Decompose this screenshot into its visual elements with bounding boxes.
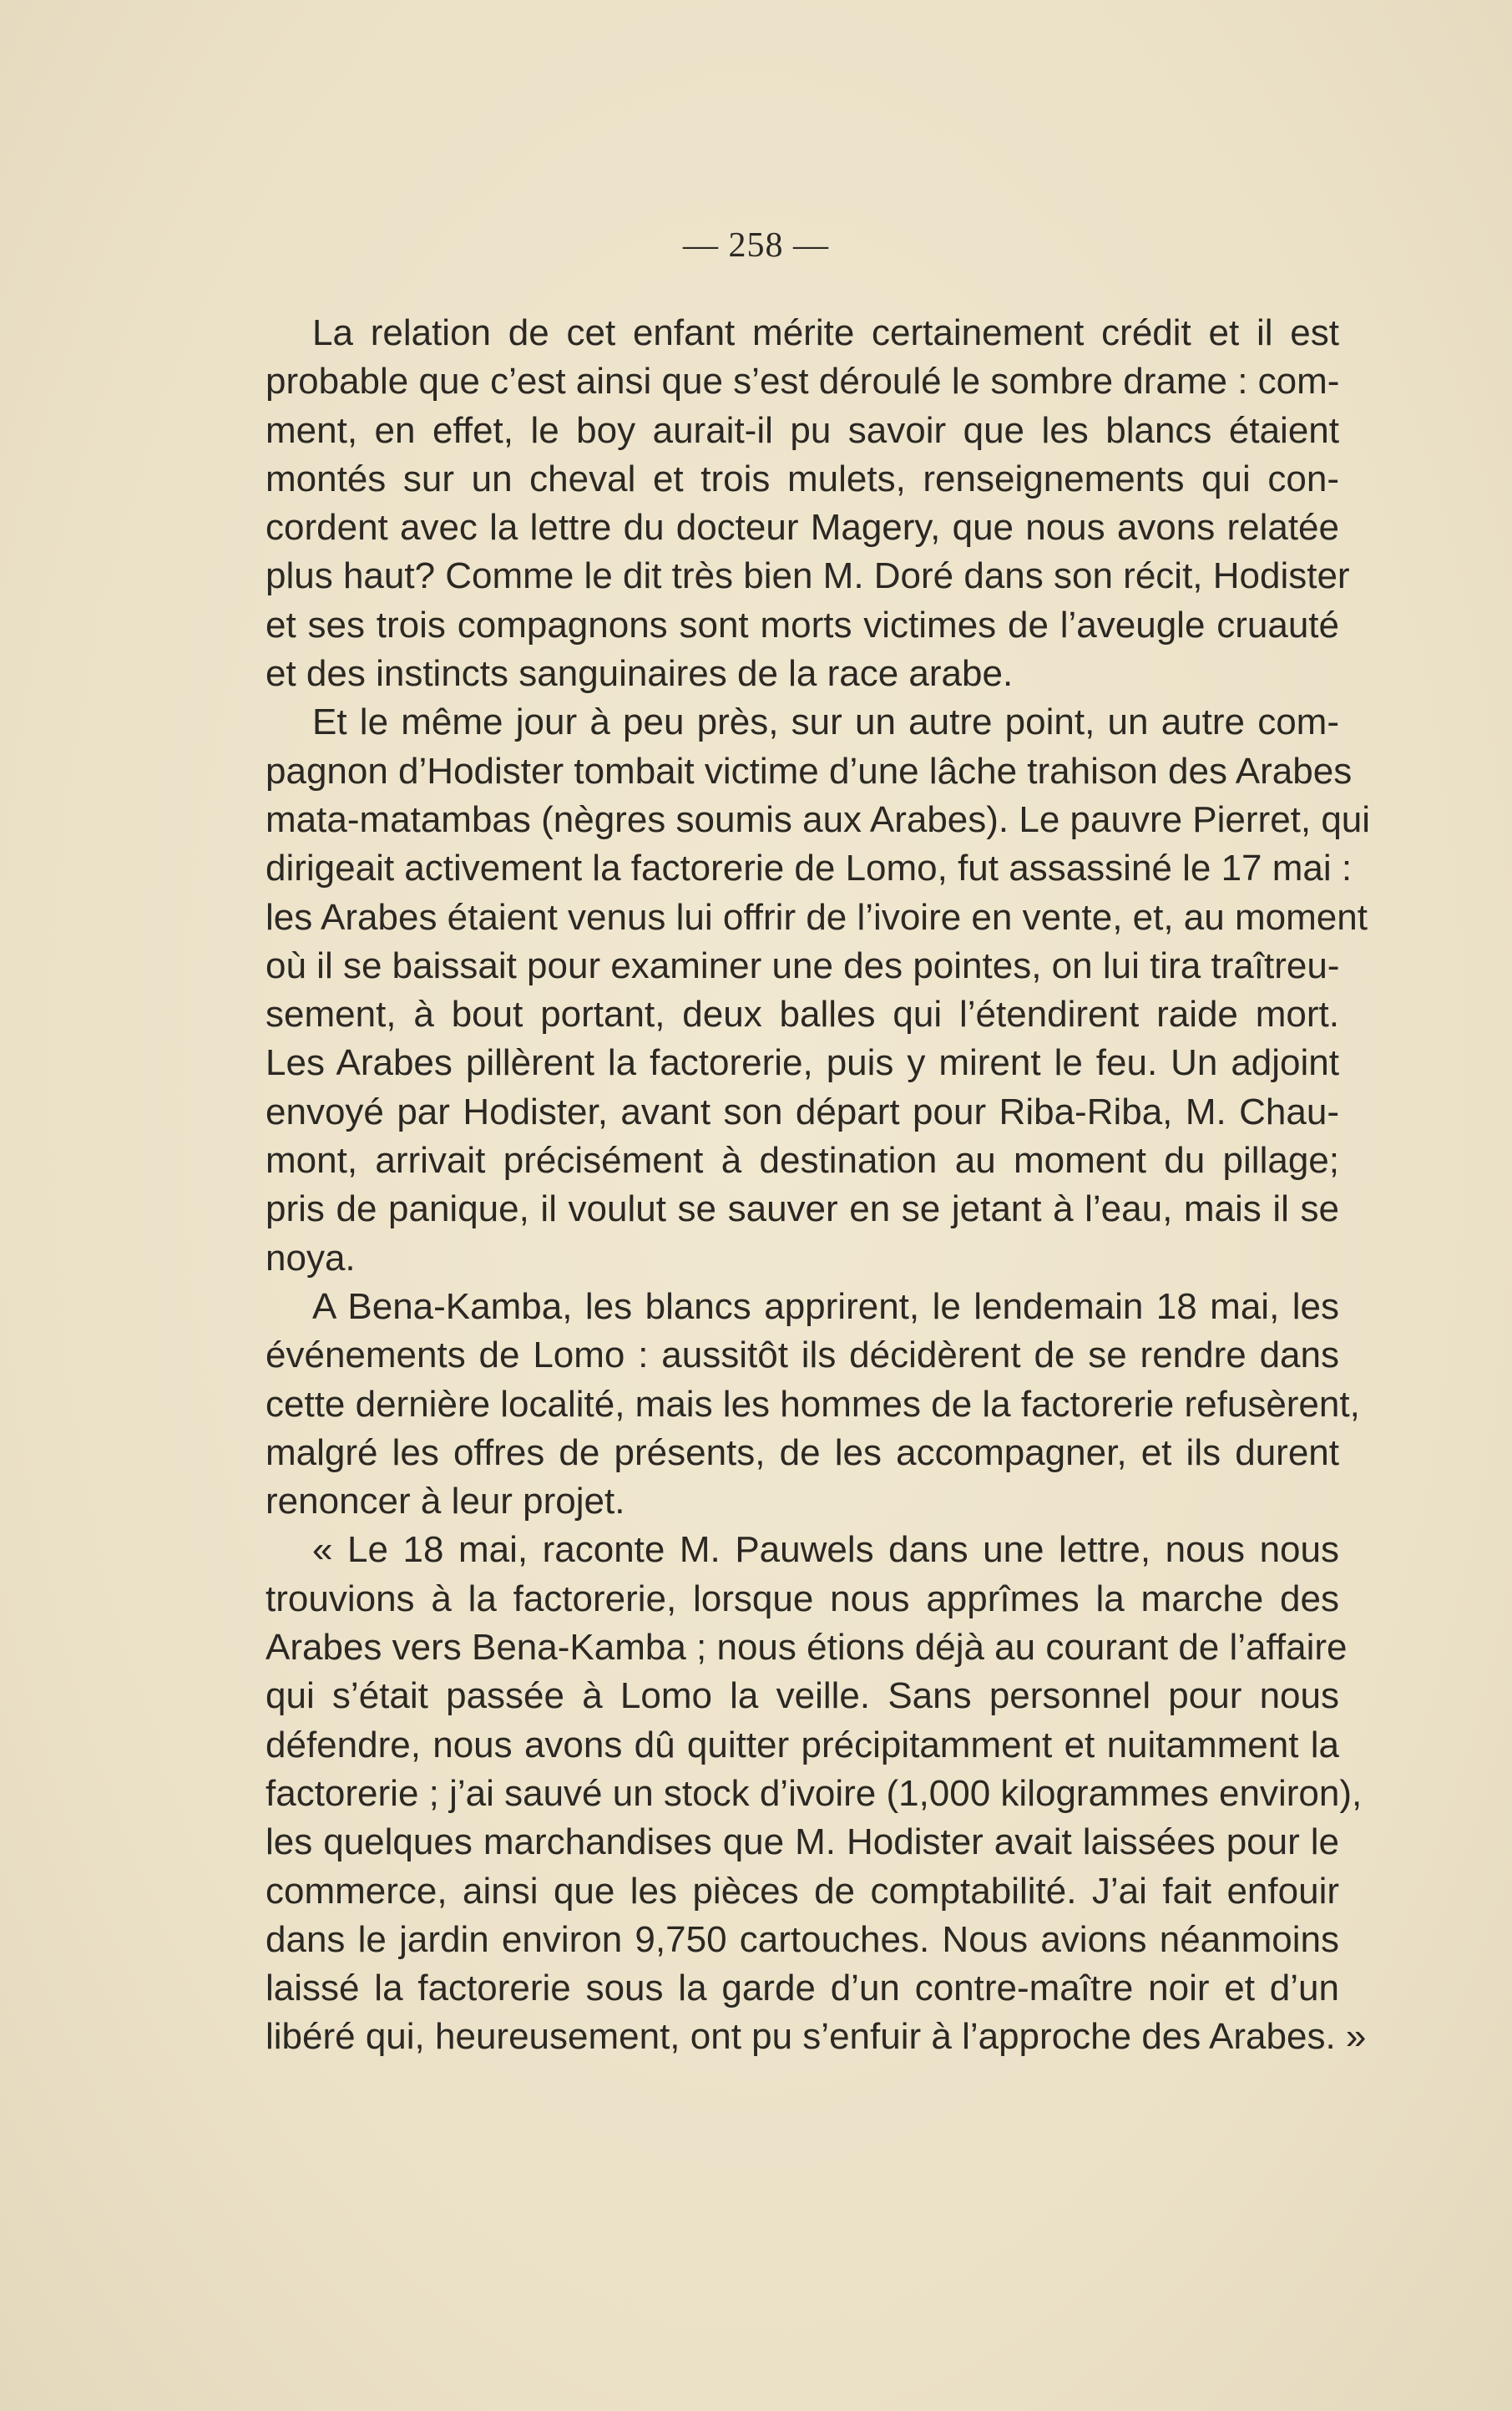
text-line: événements de Lomo : aussitôt ils décidèrent de se rendre dans (265, 1335, 1339, 1376)
text-line: trouvions à la factorerie, lorsque nous apprîmes la marche des (265, 1578, 1339, 1619)
text-line: commerce, ainsi que les pièces de comptabilité. J’ai fait enfouir (265, 1870, 1339, 1912)
text-line: sement, à bout portant, deux balles qui l’étendirent raide mort. (265, 994, 1339, 1036)
text-line: mont, arrivait précisément à destination au moment du pillage; (265, 1140, 1339, 1182)
text-line: factorerie ; j’ai sauvé un stock d’ivoire (1,000 kilogrammes environ), (265, 1772, 1363, 1814)
text-line: les Arabes étaient venus lui offrir de l’ivoire en vente, et, au moment (265, 896, 1368, 938)
text-line: dans le jardin environ 9,750 cartouches. Nous avions néanmoins (265, 1918, 1339, 1960)
body-text (265, 309, 1371, 2062)
text-line: cordent avec la lettre du docteur Magery, que nous avons relatée (265, 507, 1339, 549)
text-line: noya. (265, 1237, 356, 1279)
text-line: et ses trois compagnons sont morts victimes de l’aveugle cruauté (265, 604, 1339, 646)
text-line: qui s’était passée à Lomo la veille. Sans personnel pour nous (265, 1675, 1339, 1717)
text-line: A Bena-Kamba, les blancs apprirent, le lendemain 18 mai, les (312, 1285, 1339, 1327)
paragraph-2 (265, 698, 1371, 1283)
paragraph-3 (265, 1283, 1360, 1526)
text-line: malgré les offres de présents, de les accompagner, et ils durent (265, 1431, 1339, 1473)
page-number: — 258 — (683, 226, 829, 265)
paragraph-1 (265, 309, 1350, 698)
paragraph-4 (265, 1526, 1367, 2061)
text-line: dirigeait activement la factorerie de Lomo, fut assassiné le 17 mai : (265, 848, 1353, 889)
text-line: renoncer à leur projet. (265, 1481, 625, 1522)
text-line: envoyé par Hodister, avant son départ pour Riba-Riba, M. Chau- (265, 1091, 1339, 1132)
text-line: mata-matambas (nègres soumis aux Arabes). Le pauvre Pierret, qui (265, 798, 1371, 840)
text-line: ment, en effet, le boy aurait-il pu savoir que les blancs étaient (265, 409, 1339, 451)
text-line: où il se baissait pour examiner une des pointes, on lui tira traîtreu- (265, 945, 1340, 986)
text-line: cette dernière localité, mais les hommes de la factorerie refusèrent, (265, 1383, 1360, 1425)
text-line: La relation de cet enfant mérite certainement crédit et il est (312, 312, 1339, 353)
text-line: Les Arabes pillèrent la factorerie, puis y mirent le feu. Un adjoint (265, 1042, 1339, 1084)
text-line: montés sur un cheval et trois mulets, renseignements qui con- (265, 458, 1339, 499)
text-line: plus haut? Comme le dit très bien M. Doré dans son récit, Hodister (265, 555, 1350, 597)
text-line: pagnon d’Hodister tombait victime d’une lâche trahison des Arabes (265, 750, 1353, 792)
text-line: les quelques marchandises que M. Hodister avait laissées pour le (265, 1821, 1339, 1863)
text-line: Arabes vers Bena-Kamba ; nous étions déjà au courant de l’affaire (265, 1627, 1348, 1669)
text-line: libéré qui, heureusement, ont pu s’enfuir à l’approche des Arabes. » (265, 2016, 1367, 2058)
text-line: probable que c’est ainsi que s’est déroulé le sombre drame : com- (265, 361, 1340, 403)
text-line: laissé la factorerie sous la garde d’un contre-maître noir et d’un (265, 1968, 1339, 2009)
text-line: « Le 18 mai, raconte M. Pauwels dans une lettre, nous nous (312, 1529, 1339, 1571)
text-line: Et le même jour à peu près, sur un autre point, un autre com- (312, 702, 1339, 743)
text-line: pris de panique, il voulut se sauver en se jetant à l’eau, mais il se (265, 1188, 1339, 1230)
text-line: et des instincts sanguinaires de la race arabe. (265, 653, 1014, 695)
text-line: défendre, nous avons dû quitter précipitamment et nuitamment la (265, 1724, 1339, 1765)
